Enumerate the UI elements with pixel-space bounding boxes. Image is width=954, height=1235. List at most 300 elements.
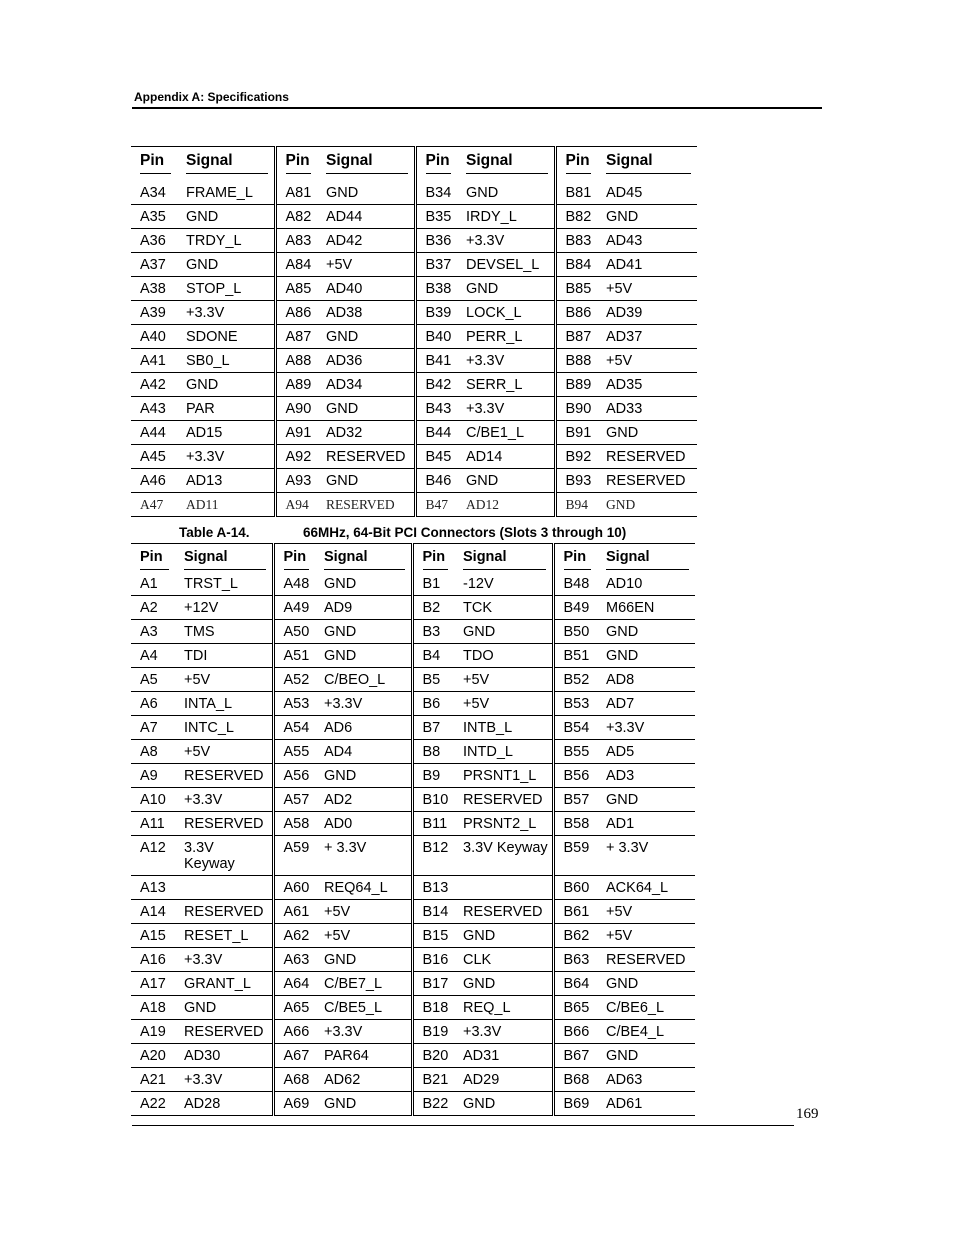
pin-cell: A62 bbox=[273, 924, 315, 948]
pin-cell: A60 bbox=[273, 876, 315, 900]
pin-cell: A14 bbox=[131, 900, 175, 924]
signal-cell: + 3.3V bbox=[315, 836, 412, 876]
pin-cell: A41 bbox=[131, 349, 177, 373]
running-head: Appendix A: Specifications bbox=[134, 90, 289, 104]
table-row bbox=[131, 836, 695, 876]
pin-cell: A52 bbox=[273, 668, 315, 692]
signal-cell: GND bbox=[315, 948, 412, 972]
signal-cell: GND bbox=[597, 620, 695, 644]
pin-cell: A12 bbox=[131, 836, 175, 876]
signal-cell: GND bbox=[177, 253, 275, 277]
table-header-row bbox=[131, 544, 695, 573]
signal-cell: GND bbox=[597, 644, 695, 668]
pin-cell: B41 bbox=[415, 349, 457, 373]
pin-cell: A51 bbox=[273, 644, 315, 668]
table-row bbox=[131, 620, 695, 644]
pin-cell: B3 bbox=[412, 620, 454, 644]
pin-cell: B51 bbox=[553, 644, 597, 668]
signal-cell: AD14 bbox=[457, 445, 555, 469]
pin-cell: A56 bbox=[273, 764, 315, 788]
pin-cell: B82 bbox=[555, 205, 597, 229]
pin-cell: B53 bbox=[553, 692, 597, 716]
signal-cell: CLK bbox=[454, 948, 553, 972]
signal-cell: GND bbox=[315, 644, 412, 668]
pin-cell: B18 bbox=[412, 996, 454, 1020]
pin-cell: B52 bbox=[553, 668, 597, 692]
pin-cell: A5 bbox=[131, 668, 175, 692]
column-header-label: Signal bbox=[186, 153, 268, 174]
pin-cell: B62 bbox=[553, 924, 597, 948]
column-header-label: Pin bbox=[284, 549, 310, 570]
signal-cell: REQ_L bbox=[454, 996, 553, 1020]
column-header-label: Pin bbox=[566, 153, 592, 174]
table-row bbox=[131, 397, 697, 421]
signal-cell: PRSNT1_L bbox=[454, 764, 553, 788]
table-header-row bbox=[131, 147, 697, 182]
pin-cell: B38 bbox=[415, 277, 457, 301]
pin-cell: B16 bbox=[412, 948, 454, 972]
pin-cell: A84 bbox=[275, 253, 317, 277]
signal-cell: GND bbox=[597, 205, 697, 229]
column-header-label: Signal bbox=[606, 549, 689, 570]
pin-cell: B92 bbox=[555, 445, 597, 469]
signal-cell: +5V bbox=[597, 924, 695, 948]
signal-cell: INTD_L bbox=[454, 740, 553, 764]
pin-cell: A54 bbox=[273, 716, 315, 740]
table-row bbox=[131, 948, 695, 972]
signal-cell: GND bbox=[175, 996, 273, 1020]
table-row bbox=[131, 924, 695, 948]
pin-cell: A63 bbox=[273, 948, 315, 972]
pin-cell: B37 bbox=[415, 253, 457, 277]
signal-cell: AD45 bbox=[597, 181, 697, 205]
pin-cell: B94 bbox=[555, 493, 597, 517]
signal-cell: AD13 bbox=[177, 469, 275, 493]
table-row bbox=[131, 788, 695, 812]
signal-cell: +5V bbox=[175, 740, 273, 764]
column-header-pin bbox=[415, 147, 457, 182]
table-caption-title: 66MHz, 64-Bit PCI Connectors (Slots 3 through 10) bbox=[303, 525, 627, 540]
signal-cell: AD38 bbox=[317, 301, 415, 325]
pin-cell: A87 bbox=[275, 325, 317, 349]
pin-cell: A91 bbox=[275, 421, 317, 445]
signal-cell: AD3 bbox=[597, 764, 695, 788]
pin-cell: B47 bbox=[415, 493, 457, 517]
signal-cell: +5V bbox=[454, 692, 553, 716]
signal-cell bbox=[454, 876, 553, 900]
pin-cell: B6 bbox=[412, 692, 454, 716]
pin-cell: B12 bbox=[412, 836, 454, 876]
pin-cell: A37 bbox=[131, 253, 177, 277]
signal-cell: AD39 bbox=[597, 301, 697, 325]
pin-cell: B86 bbox=[555, 301, 597, 325]
signal-cell: INTA_L bbox=[175, 692, 273, 716]
signal-cell: GND bbox=[457, 469, 555, 493]
pin-cell: A92 bbox=[275, 445, 317, 469]
signal-cell: TCK bbox=[454, 596, 553, 620]
pin-cell: A83 bbox=[275, 229, 317, 253]
signal-cell: PAR bbox=[177, 397, 275, 421]
pin-cell: B55 bbox=[553, 740, 597, 764]
signal-cell: +3.3V bbox=[315, 1020, 412, 1044]
pin-cell: A40 bbox=[131, 325, 177, 349]
table-row bbox=[131, 277, 697, 301]
signal-cell: AD37 bbox=[597, 325, 697, 349]
table-row bbox=[131, 373, 697, 397]
pin-cell: A46 bbox=[131, 469, 177, 493]
signal-cell: AD29 bbox=[454, 1068, 553, 1092]
pin-cell: B48 bbox=[553, 572, 597, 596]
column-header-pin bbox=[131, 147, 177, 182]
pin-cell: B14 bbox=[412, 900, 454, 924]
signal-cell: C/BE7_L bbox=[315, 972, 412, 996]
signal-cell: AD40 bbox=[317, 277, 415, 301]
column-header-signal bbox=[454, 544, 553, 573]
signal-cell: GND bbox=[454, 924, 553, 948]
pin-table-continued bbox=[131, 146, 697, 517]
signal-cell: GND bbox=[315, 572, 412, 596]
table-row bbox=[131, 596, 695, 620]
pin-cell: B20 bbox=[412, 1044, 454, 1068]
pin-cell: B85 bbox=[555, 277, 597, 301]
table-row bbox=[131, 229, 697, 253]
column-header-signal bbox=[457, 147, 555, 182]
signal-cell: AD2 bbox=[315, 788, 412, 812]
column-header-signal bbox=[597, 147, 697, 182]
signal-cell: SERR_L bbox=[457, 373, 555, 397]
pin-cell: B49 bbox=[553, 596, 597, 620]
table-row bbox=[131, 1068, 695, 1092]
pin-cell: B13 bbox=[412, 876, 454, 900]
pin-cell: A82 bbox=[275, 205, 317, 229]
signal-cell: GND bbox=[597, 972, 695, 996]
signal-cell: GND bbox=[317, 469, 415, 493]
signal-cell: RESERVED bbox=[317, 493, 415, 517]
column-header-signal bbox=[597, 544, 695, 573]
pin-cell: B88 bbox=[555, 349, 597, 373]
signal-cell: GND bbox=[177, 205, 275, 229]
pin-cell: A59 bbox=[273, 836, 315, 876]
signal-cell: AD34 bbox=[317, 373, 415, 397]
column-header-label: Pin bbox=[286, 153, 312, 174]
signal-cell: AD6 bbox=[315, 716, 412, 740]
table-row bbox=[131, 445, 697, 469]
pin-cell: B35 bbox=[415, 205, 457, 229]
signal-cell: +3.3V bbox=[597, 716, 695, 740]
signal-cell: GND bbox=[315, 620, 412, 644]
signal-cell: GND bbox=[317, 325, 415, 349]
pin-cell: B68 bbox=[553, 1068, 597, 1092]
pin-cell: B19 bbox=[412, 1020, 454, 1044]
signal-cell: AD41 bbox=[597, 253, 697, 277]
pin-cell: B81 bbox=[555, 181, 597, 205]
signal-cell: GND bbox=[597, 1044, 695, 1068]
signal-cell: GND bbox=[317, 397, 415, 421]
pin-cell: B87 bbox=[555, 325, 597, 349]
pin-cell: B40 bbox=[415, 325, 457, 349]
signal-cell: SDONE bbox=[177, 325, 275, 349]
pin-cell: B15 bbox=[412, 924, 454, 948]
column-header-pin bbox=[555, 147, 597, 182]
pin-cell: B7 bbox=[412, 716, 454, 740]
signal-cell: M66EN bbox=[597, 596, 695, 620]
column-header-label: Pin bbox=[140, 549, 169, 570]
pin-cell: A34 bbox=[131, 181, 177, 205]
signal-cell: STOP_L bbox=[177, 277, 275, 301]
pin-cell: A20 bbox=[131, 1044, 175, 1068]
signal-cell: GND bbox=[454, 1092, 553, 1116]
pin-cell: B8 bbox=[412, 740, 454, 764]
pin-cell: B63 bbox=[553, 948, 597, 972]
pin-cell: B10 bbox=[412, 788, 454, 812]
pin-cell: A1 bbox=[131, 572, 175, 596]
signal-cell: GRANT_L bbox=[175, 972, 273, 996]
pin-cell: A53 bbox=[273, 692, 315, 716]
table-row bbox=[131, 1092, 695, 1116]
pin-cell: A45 bbox=[131, 445, 177, 469]
signal-cell: RESET_L bbox=[175, 924, 273, 948]
pin-cell: A2 bbox=[131, 596, 175, 620]
table-row bbox=[131, 764, 695, 788]
table-row bbox=[131, 876, 695, 900]
signal-cell: +3.3V bbox=[177, 301, 275, 325]
pin-cell: A81 bbox=[275, 181, 317, 205]
pin-cell: A3 bbox=[131, 620, 175, 644]
pin-cell: A64 bbox=[273, 972, 315, 996]
table-row bbox=[131, 253, 697, 277]
signal-cell: 3.3V Keyway bbox=[454, 836, 553, 876]
signal-cell: TMS bbox=[175, 620, 273, 644]
page-number: 169 bbox=[796, 1106, 819, 1122]
signal-cell: +5V bbox=[175, 668, 273, 692]
pin-cell: B60 bbox=[553, 876, 597, 900]
pin-cell: B46 bbox=[415, 469, 457, 493]
table-row bbox=[131, 205, 697, 229]
signal-cell: AD9 bbox=[315, 596, 412, 620]
column-header-signal bbox=[175, 544, 273, 573]
signal-cell: AD12 bbox=[457, 493, 555, 517]
signal-cell: AD0 bbox=[315, 812, 412, 836]
signal-cell: RESERVED bbox=[317, 445, 415, 469]
signal-cell: AD1 bbox=[597, 812, 695, 836]
signal-cell: RESERVED bbox=[175, 764, 273, 788]
pin-cell: A69 bbox=[273, 1092, 315, 1116]
table-row bbox=[131, 301, 697, 325]
table-row bbox=[131, 668, 695, 692]
signal-cell: AD30 bbox=[175, 1044, 273, 1068]
signal-cell: AD43 bbox=[597, 229, 697, 253]
signal-cell: AD10 bbox=[597, 572, 695, 596]
signal-cell: +3.3V bbox=[177, 445, 275, 469]
pin-table-pci-connectors bbox=[131, 543, 695, 1116]
table-row bbox=[131, 644, 695, 668]
signal-cell: +3.3V bbox=[175, 948, 273, 972]
signal-cell: +5V bbox=[317, 253, 415, 277]
pin-cell: A11 bbox=[131, 812, 175, 836]
table-row bbox=[131, 349, 697, 373]
pin-cell: B11 bbox=[412, 812, 454, 836]
pin-cell: B34 bbox=[415, 181, 457, 205]
column-header-label: Pin bbox=[564, 549, 592, 570]
pin-cell: B56 bbox=[553, 764, 597, 788]
signal-cell: AD35 bbox=[597, 373, 697, 397]
pin-cell: A86 bbox=[275, 301, 317, 325]
pin-cell: B58 bbox=[553, 812, 597, 836]
signal-cell: +12V bbox=[175, 596, 273, 620]
signal-cell: AD28 bbox=[175, 1092, 273, 1116]
footer-rule bbox=[132, 1125, 794, 1126]
table-row bbox=[131, 1020, 695, 1044]
pin-cell: A38 bbox=[131, 277, 177, 301]
column-header-pin bbox=[131, 544, 175, 573]
signal-cell: AD61 bbox=[597, 1092, 695, 1116]
pin-cell: B59 bbox=[553, 836, 597, 876]
signal-cell: RESERVED bbox=[175, 900, 273, 924]
pin-cell: A39 bbox=[131, 301, 177, 325]
signal-cell: AD44 bbox=[317, 205, 415, 229]
signal-cell: RESERVED bbox=[175, 1020, 273, 1044]
pin-cell: A57 bbox=[273, 788, 315, 812]
pin-cell: B84 bbox=[555, 253, 597, 277]
pin-cell: A6 bbox=[131, 692, 175, 716]
pin-cell: A58 bbox=[273, 812, 315, 836]
pin-cell: B17 bbox=[412, 972, 454, 996]
table-row bbox=[131, 469, 697, 493]
pin-cell: A88 bbox=[275, 349, 317, 373]
signal-cell: C/BEO_L bbox=[315, 668, 412, 692]
pin-cell: A7 bbox=[131, 716, 175, 740]
signal-cell: AD42 bbox=[317, 229, 415, 253]
signal-cell: +3.3V bbox=[457, 229, 555, 253]
pin-cell: A85 bbox=[275, 277, 317, 301]
signal-cell: INTC_L bbox=[175, 716, 273, 740]
pin-cell: A22 bbox=[131, 1092, 175, 1116]
signal-cell: AD32 bbox=[317, 421, 415, 445]
column-header-label: Pin bbox=[140, 153, 171, 174]
column-header-label: Pin bbox=[426, 153, 452, 174]
pin-cell: A13 bbox=[131, 876, 175, 900]
pin-cell: A47 bbox=[131, 493, 177, 517]
header-rule bbox=[132, 107, 822, 109]
signal-cell: +5V bbox=[315, 900, 412, 924]
pin-cell: A15 bbox=[131, 924, 175, 948]
signal-cell: TDI bbox=[175, 644, 273, 668]
column-header-signal bbox=[177, 147, 275, 182]
pin-cell: B89 bbox=[555, 373, 597, 397]
pin-cell: B42 bbox=[415, 373, 457, 397]
column-header-pin bbox=[275, 147, 317, 182]
pin-cell: B93 bbox=[555, 469, 597, 493]
signal-cell: DEVSEL_L bbox=[457, 253, 555, 277]
column-header-signal bbox=[315, 544, 412, 573]
pin-cell: B45 bbox=[415, 445, 457, 469]
pin-cell: B21 bbox=[412, 1068, 454, 1092]
signal-cell: GND bbox=[597, 493, 697, 517]
signal-cell: AD4 bbox=[315, 740, 412, 764]
signal-cell: TRST_L bbox=[175, 572, 273, 596]
signal-cell: IRDY_L bbox=[457, 205, 555, 229]
signal-cell: RESERVED bbox=[175, 812, 273, 836]
pin-cell: A94 bbox=[275, 493, 317, 517]
signal-cell: +3.3V bbox=[457, 397, 555, 421]
signal-cell: GND bbox=[454, 972, 553, 996]
signal-cell: AD31 bbox=[454, 1044, 553, 1068]
signal-cell: INTB_L bbox=[454, 716, 553, 740]
signal-cell: AD63 bbox=[597, 1068, 695, 1092]
signal-cell: +3.3V bbox=[454, 1020, 553, 1044]
pin-cell: A50 bbox=[273, 620, 315, 644]
signal-cell: GND bbox=[315, 764, 412, 788]
column-header-label: Signal bbox=[324, 549, 405, 570]
table-row bbox=[131, 692, 695, 716]
pin-cell: B36 bbox=[415, 229, 457, 253]
signal-cell: GND bbox=[457, 181, 555, 205]
pin-cell: B39 bbox=[415, 301, 457, 325]
table-row bbox=[131, 812, 695, 836]
pin-cell: A16 bbox=[131, 948, 175, 972]
signal-cell: 3.3V Keyway bbox=[175, 836, 273, 876]
signal-cell: +5V bbox=[597, 277, 697, 301]
pin-cell: A42 bbox=[131, 373, 177, 397]
column-header-pin bbox=[553, 544, 597, 573]
signal-cell: GND bbox=[317, 181, 415, 205]
pin-cell: B69 bbox=[553, 1092, 597, 1116]
table-row bbox=[131, 572, 695, 596]
pin-cell: A93 bbox=[275, 469, 317, 493]
pin-cell: B22 bbox=[412, 1092, 454, 1116]
column-header-label: Signal bbox=[184, 549, 266, 570]
signal-cell: TRDY_L bbox=[177, 229, 275, 253]
pin-cell: A18 bbox=[131, 996, 175, 1020]
pin-cell: A8 bbox=[131, 740, 175, 764]
pin-cell: A43 bbox=[131, 397, 177, 421]
pin-cell: B43 bbox=[415, 397, 457, 421]
signal-cell: RESERVED bbox=[454, 900, 553, 924]
column-header-label: Signal bbox=[466, 153, 548, 174]
column-header-signal bbox=[317, 147, 415, 182]
signal-cell: ACK64_L bbox=[597, 876, 695, 900]
column-header-label: Signal bbox=[326, 153, 408, 174]
pin-cell: A55 bbox=[273, 740, 315, 764]
column-header-label: Pin bbox=[423, 549, 449, 570]
pin-cell: A35 bbox=[131, 205, 177, 229]
signal-cell: TDO bbox=[454, 644, 553, 668]
signal-cell: +3.3V bbox=[175, 788, 273, 812]
table-row bbox=[131, 1044, 695, 1068]
column-header-pin bbox=[412, 544, 454, 573]
pin-cell: B1 bbox=[412, 572, 454, 596]
signal-cell: AD7 bbox=[597, 692, 695, 716]
table-caption-number: Table A-14. bbox=[179, 525, 250, 540]
signal-cell: PRSNT2_L bbox=[454, 812, 553, 836]
signal-cell: PAR64 bbox=[315, 1044, 412, 1068]
table-row bbox=[131, 740, 695, 764]
pin-cell: B57 bbox=[553, 788, 597, 812]
signal-cell: +3.3V bbox=[457, 349, 555, 373]
pin-cell: B54 bbox=[553, 716, 597, 740]
table-row bbox=[131, 900, 695, 924]
pin-cell: B65 bbox=[553, 996, 597, 1020]
table-row bbox=[131, 996, 695, 1020]
table-row bbox=[131, 325, 697, 349]
signal-cell: LOCK_L bbox=[457, 301, 555, 325]
signal-cell: RESERVED bbox=[597, 445, 697, 469]
signal-cell: AD15 bbox=[177, 421, 275, 445]
signal-cell: FRAME_L bbox=[177, 181, 275, 205]
table-row bbox=[131, 181, 697, 205]
signal-cell: C/BE5_L bbox=[315, 996, 412, 1020]
pin-cell: A36 bbox=[131, 229, 177, 253]
